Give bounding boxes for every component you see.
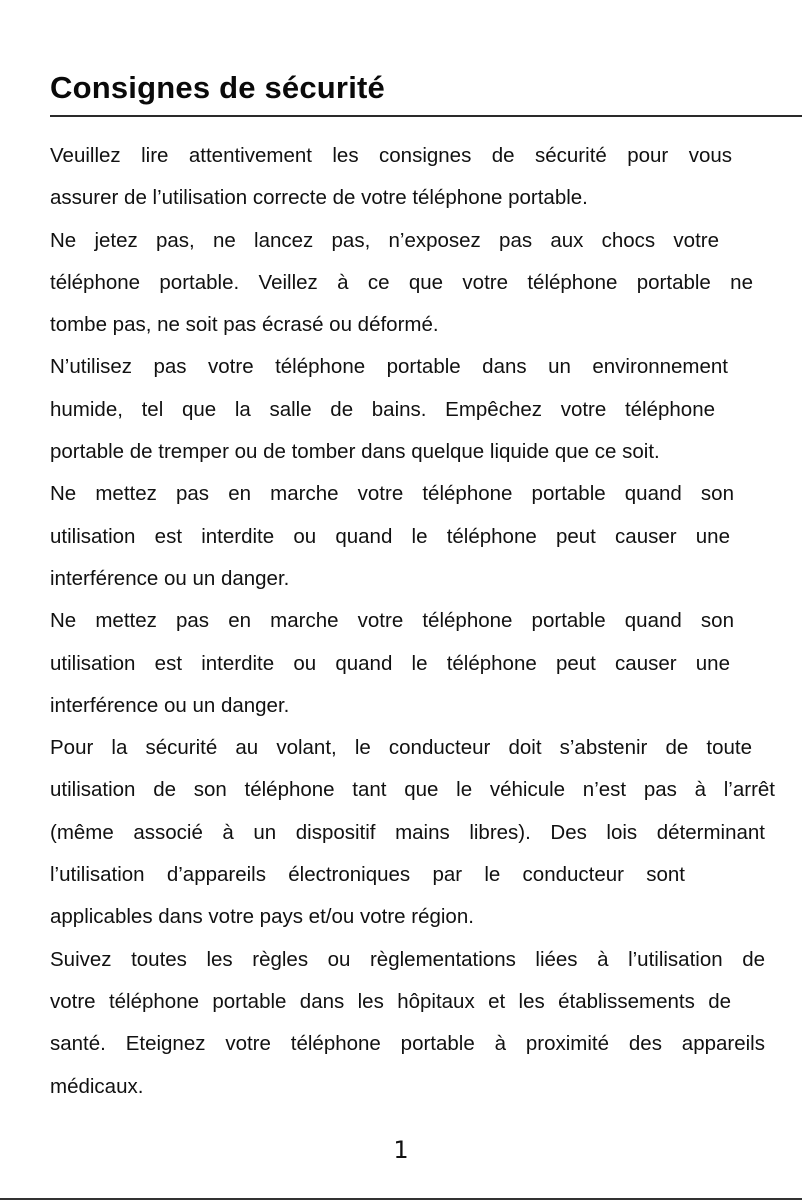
text-line: utilisation est interdite ou quand le téléphone peut causer une [50, 524, 730, 548]
text-line: portable de tremper ou de tomber dans quelque liquide que ce soit. [50, 440, 660, 464]
text-line: Veuillez lire attentivement les consignes de sécurité pour vous [50, 144, 732, 167]
text-line: téléphone portable. Veillez à ce que votre téléphone portable ne [50, 270, 753, 294]
page-number: 1 [393, 1136, 409, 1164]
text-line: Ne mettez pas en marche votre téléphone portable quand son [50, 609, 734, 633]
text-line: interférence ou un danger. [50, 693, 290, 717]
text-line: tombe pas, ne soit pas écrasé ou déformé. [50, 313, 439, 337]
text-line: Suivez toutes les règles ou règlementations liées à l’utilisation de [50, 947, 765, 971]
text-line: utilisation est interdite ou quand le téléphone peut causer une [50, 651, 730, 675]
text-line: utilisation de son téléphone tant que le véhicule n’est pas à l’arrêt [50, 778, 775, 802]
text-line: santé. Eteignez votre téléphone portable à proximité des appareils [50, 1032, 765, 1056]
document-body [50, 135, 802, 1108]
paragraph [50, 727, 802, 938]
text-line: médicaux. [50, 1074, 144, 1098]
paragraph [50, 939, 802, 1108]
paragraph [50, 600, 802, 727]
text-line: N’utilisez pas votre téléphone portable dans un environnement [50, 355, 728, 379]
text-line: votre téléphone portable dans les hôpitaux et les établissements de [50, 989, 731, 1013]
title-divider [50, 115, 802, 117]
text-line: (même associé à un dispositif mains libres). Des lois déterminant [50, 820, 765, 844]
page-title: Consignes de sécurité [50, 70, 385, 105]
text-line: Pour la sécurité au volant, le conducteur doit s’abstenir de toute [50, 736, 752, 760]
footer-divider [0, 1198, 802, 1200]
paragraph [50, 346, 802, 473]
text-line: humide, tel que la salle de bains. Empêchez votre téléphone [50, 397, 715, 421]
text-line: assurer de l’utilisation correcte de votre téléphone portable. [50, 186, 588, 210]
paragraph [50, 135, 802, 220]
paragraph [50, 473, 802, 600]
text-line: l’utilisation d’appareils électroniques par le conducteur sont [50, 863, 685, 887]
text-line: applicables dans votre pays et/ou votre région. [50, 905, 474, 929]
text-line: interférence ou un danger. [50, 566, 290, 590]
text-line: Ne mettez pas en marche votre téléphone portable quand son [50, 482, 734, 506]
paragraph [50, 220, 802, 347]
text-line: Ne jetez pas, ne lancez pas, n’exposez pas aux chocs votre [50, 228, 719, 252]
